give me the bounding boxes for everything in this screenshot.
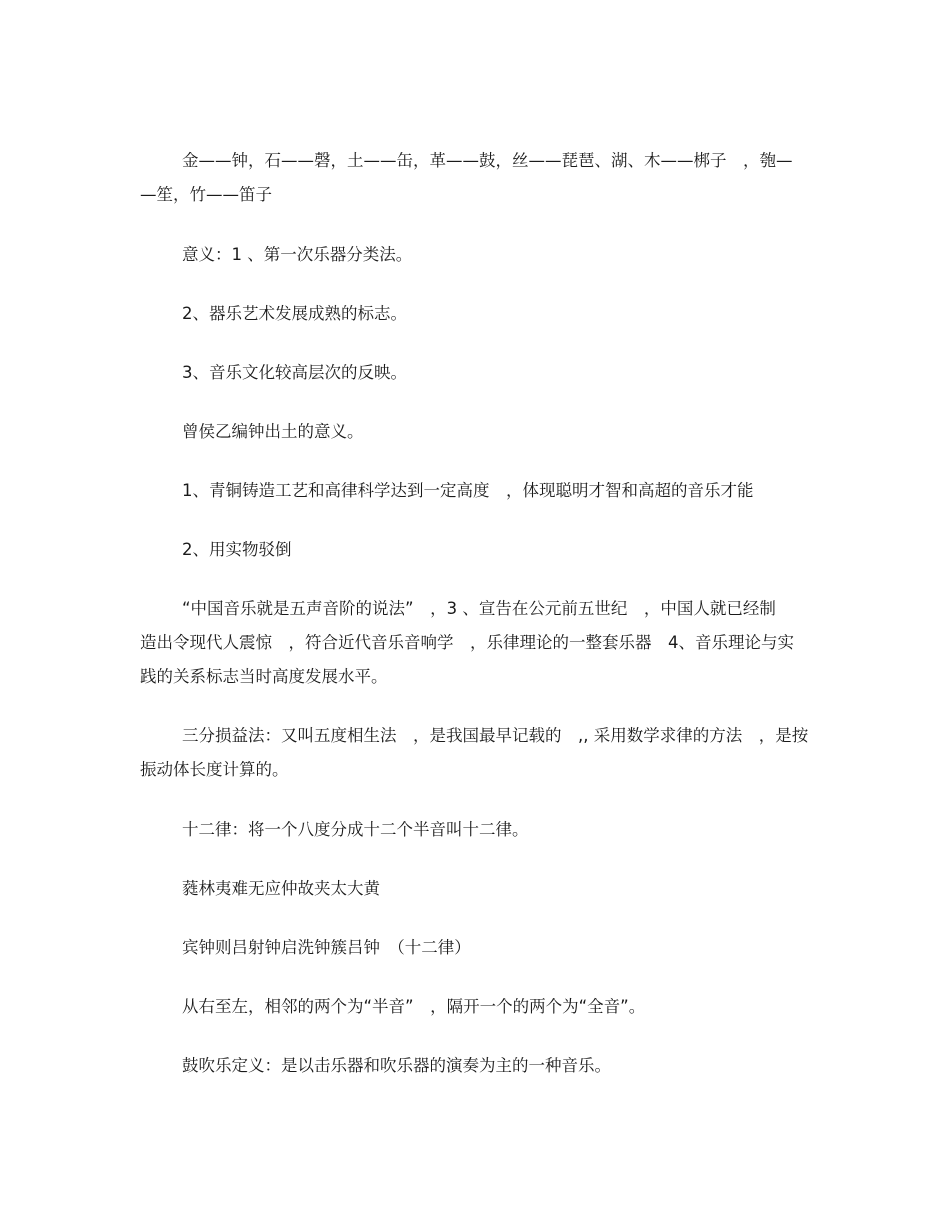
- text-line: 蕤林夷难无应仲故夹太大黄: [182, 879, 380, 898]
- text-line: 2、器乐艺术发展成熟的标志。: [182, 304, 407, 323]
- text-line: 践的关系标志当时高度发展水平。: [140, 667, 388, 686]
- text-line: 振动体长度计算的。: [140, 760, 289, 779]
- text-line: 十二律：将一个八度分成十二个半音叫十二律。: [182, 820, 529, 839]
- paragraph-significance-3: [140, 356, 808, 390]
- text-line: 鼓吹乐定义：是以击乐器和吹乐器的演奏为主的一种音乐。: [182, 1056, 611, 1075]
- paragraph-significance-2: [140, 297, 808, 331]
- paragraph-shier-lv: [140, 813, 808, 847]
- text-line: 金——钟，石——磬，土——缶，革——鼓，丝——琵琶、湖、木——梆子 ，匏—: [182, 151, 793, 170]
- paragraph-lv-names-2: [140, 931, 808, 965]
- text-line: 1、青铜铸造工艺和高律科学达到一定高度 ，体现聪明才智和高超的音乐才能: [182, 481, 754, 500]
- text-line: “中国音乐就是五声音阶的说法” ，3 、宣告在公元前五世纪 ，中国人就已经制: [182, 599, 776, 618]
- text-line: —笙，竹——笛子: [140, 185, 272, 204]
- text-line: 宾钟则吕射钟启洗钟簇吕钟 （十二律）: [182, 938, 471, 957]
- paragraph-significance-1: [140, 238, 808, 272]
- text-line: 三分损益法：又叫五度相生法 ，是我国最早记载的 ,, 采用数学求律的方法 ，是按: [182, 726, 809, 745]
- paragraph-instrument-classification: [140, 144, 808, 212]
- text-line: 曾侯乙编钟出土的意义。: [182, 422, 364, 441]
- text-line: 2、用实物驳倒: [182, 540, 292, 559]
- paragraph-bianzhong-heading: [140, 415, 808, 449]
- paragraph-bianzhong-3-4: [140, 592, 808, 694]
- text-line: 从右至左，相邻的两个为“半音” ，隔开一个的两个为“全音”。: [182, 997, 646, 1016]
- paragraph-guchui-definition: [140, 1049, 808, 1083]
- text-line: 造出令现代人震惊 ，符合近代音乐音响学 ，乐律理论的一整套乐器 4、音乐理论与实: [140, 633, 794, 652]
- paragraph-lv-names-1: [140, 872, 808, 906]
- text-line: 意义：1 、第一次乐器分类法。: [182, 245, 413, 264]
- paragraph-bianzhong-2: [140, 533, 808, 567]
- paragraph-bianzhong-1: [140, 474, 808, 508]
- paragraph-sanfen-sunyi: [140, 719, 808, 787]
- text-line: 3、音乐文化较高层次的反映。: [182, 363, 407, 382]
- paragraph-semitone-whole-tone: [140, 990, 808, 1024]
